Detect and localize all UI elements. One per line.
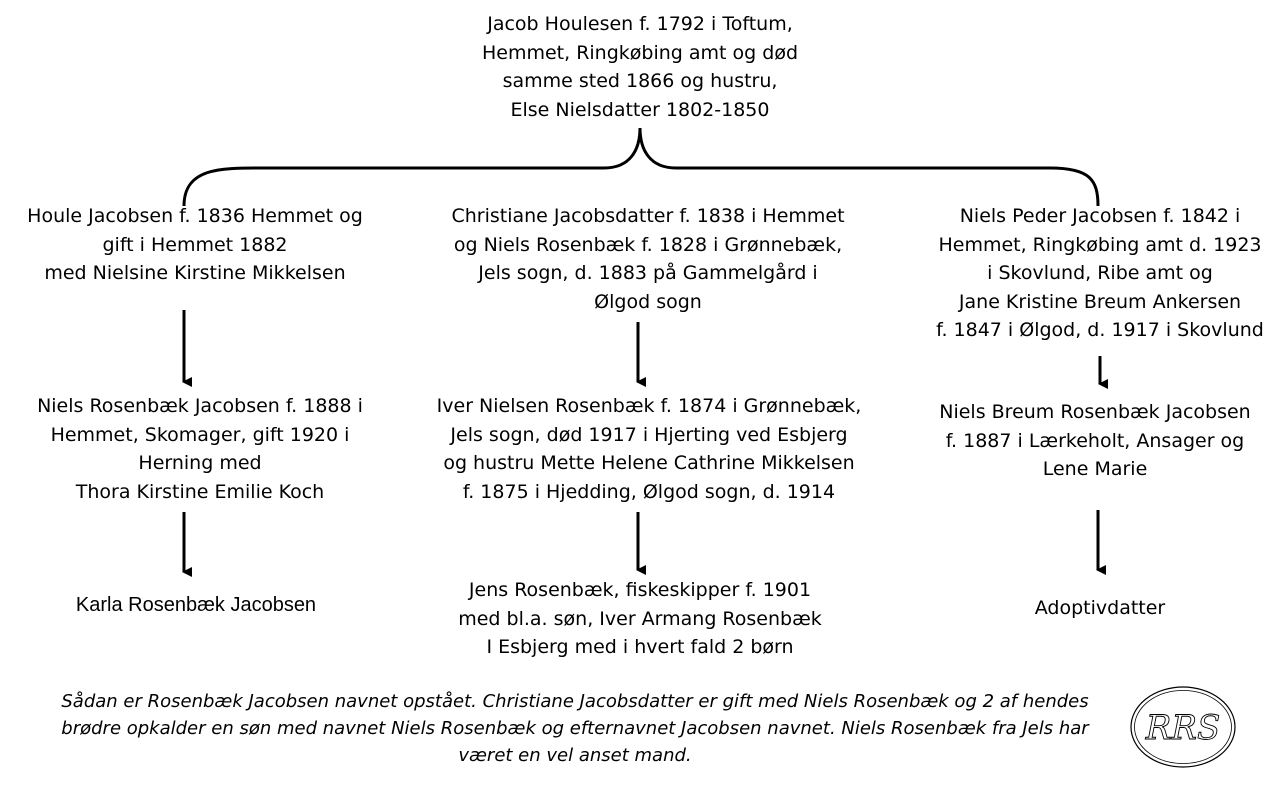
- footnote-line: Sådan er Rosenbæk Jacobsen navnet opstået. Christiane Jacobsdatter er gift med Niels Rosenbæk og 2 af hendes: [61, 691, 1089, 712]
- branch2-gen2-box: [414, 392, 884, 506]
- branch1-gen1-line: gift i Hemmet 1882: [102, 233, 288, 256]
- branch2-gen2-line: Iver Nielsen Rosenbæk f. 1874 i Grønnebæk,: [436, 395, 862, 417]
- branch2-gen3-line: med bl.a. søn, Iver Armang Rosenbæk: [458, 607, 822, 630]
- branch1-gen3-line: Karla Rosenbæk Jacobsen: [75, 594, 317, 616]
- branch1-gen2-line: Herning med: [138, 452, 262, 474]
- monogram-logo: [1128, 683, 1238, 771]
- branch1-gen2-line: Niels Rosenbæk Jacobsen f. 1888 i: [37, 395, 363, 417]
- footnote-line: været en vel anset mand.: [458, 745, 692, 766]
- branch3-gen1-line: Jane Kristine Breum Ankersen: [958, 290, 1242, 313]
- root-line: samme sted 1866 og hustru,: [502, 70, 778, 92]
- branch2-gen2-line: f. 1875 i Hjedding, Ølgod sogn, d. 1914: [462, 480, 836, 503]
- branch2-gen2-line: og hustru Mette Helene Cathrine Mikkelsen: [443, 452, 855, 474]
- root-line: Else Nielsdatter 1802-1850: [510, 98, 770, 121]
- branch3-gen2-line: Lene Marie: [1042, 458, 1148, 480]
- branch2-gen1-box: [418, 202, 878, 316]
- branch1-gen3-box: [0, 591, 392, 620]
- footnote-line: brødre opkalder en søn med navnet Niels Rosenbæk og efternavnet Jacobsen navnet. Niels Rosenbæk fra Jels har: [61, 718, 1089, 739]
- branch3-gen1-box: [905, 202, 1278, 345]
- branch3-gen3-box: [960, 594, 1240, 623]
- branch2-gen1-line: Ølgod sogn: [594, 290, 702, 313]
- branch2-gen1-line: Jels sogn, d. 1883 på Gammelgård i: [478, 262, 818, 284]
- branch2-gen1-line: Christiane Jacobsdatter f. 1838 i Hemmet: [451, 205, 845, 227]
- branch1-gen2-line: Thora Kirstine Emilie Koch: [75, 480, 325, 503]
- branch2-gen1-line: og Niels Rosenbæk f. 1828 i Grønnebæk,: [453, 233, 843, 256]
- branch3-gen1-line: Niels Peder Jacobsen f. 1842 i: [959, 205, 1241, 227]
- branch2-gen3-box: [440, 576, 840, 662]
- branch3-gen1-line: f. 1847 i Ølgod, d. 1917 i Skovlund: [936, 319, 1264, 341]
- root-line: Jacob Houlesen f. 1792 i Toftum,: [487, 13, 793, 35]
- branch1-gen2-box: [0, 392, 400, 506]
- branch3-gen1-line: Hemmet, Ringkøbing amt d. 1923: [938, 233, 1262, 256]
- branch3-gen1-line: i Skovlund, Ribe amt og: [987, 262, 1213, 284]
- branch2-gen3-line: I Esbjerg med i hvert fald 2 børn: [486, 636, 794, 658]
- branch3-gen2-line: f. 1887 i Lærkeholt, Ansager og: [945, 429, 1245, 452]
- branch1-gen1-line: med Nielsine Kirstine Mikkelsen: [44, 262, 346, 284]
- branch1-gen1-line: Houle Jacobsen f. 1836 Hemmet og: [27, 205, 363, 227]
- branch3-gen2-line: Niels Breum Rosenbæk Jacobsen: [939, 401, 1251, 423]
- family-brace: [184, 128, 1098, 206]
- branch3-gen2-box: [915, 398, 1275, 484]
- footnote: [20, 688, 1130, 769]
- branch3-gen3-line: Adoptivdatter: [1034, 597, 1166, 619]
- root-ancestor-box: [440, 10, 840, 124]
- branch1-gen1-box: [0, 202, 390, 288]
- branch1-gen2-line: Hemmet, Skomager, gift 1920 i: [50, 423, 350, 446]
- root-line: Hemmet, Ringkøbing amt og død: [481, 41, 798, 64]
- branch2-gen3-line: Jens Rosenbæk, fiskeskipper f. 1901: [468, 579, 812, 601]
- branch2-gen2-line: Jels sogn, død 1917 i Hjerting ved Esbjerg: [450, 423, 848, 446]
- monogram-text: RRS: [1145, 708, 1221, 748]
